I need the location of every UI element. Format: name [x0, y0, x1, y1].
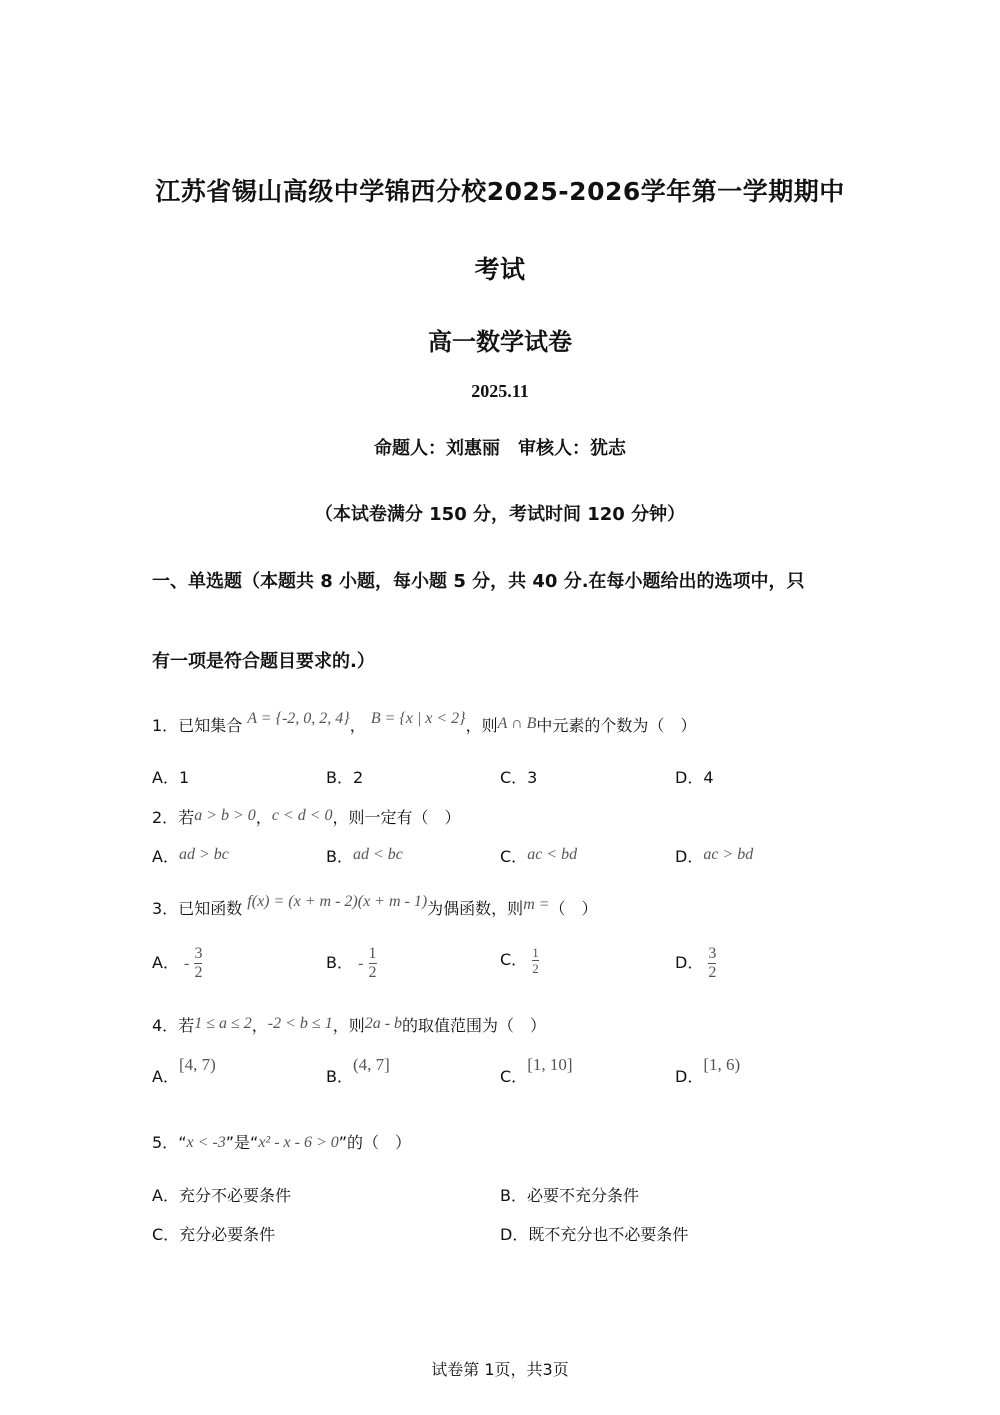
question-text: 中元素的个数为（ ）	[536, 716, 697, 735]
math-expression: ad > bc	[178, 846, 229, 863]
question-text: 若	[178, 808, 195, 827]
option-b[interactable]	[326, 945, 377, 982]
question-number: 2．	[152, 808, 179, 827]
question-text: “	[178, 1133, 187, 1152]
question-3	[152, 893, 598, 919]
question-text: 的取值范围为（ ）	[402, 1016, 547, 1035]
numerator: 1	[532, 945, 539, 960]
question-number: 1．	[152, 716, 179, 735]
exam-title-line2: 考试	[474, 255, 526, 284]
option-label: A．	[152, 847, 179, 866]
question-number: 3．	[152, 899, 179, 918]
question-4	[152, 1013, 546, 1036]
option-d[interactable]	[675, 844, 753, 867]
question-text: ，则一定有（ ）	[332, 808, 461, 827]
option-c[interactable]	[500, 844, 577, 867]
question-text: （ ）	[549, 899, 598, 918]
question-text: ”是“	[225, 1133, 259, 1152]
math-expression: x < -3	[186, 1134, 226, 1151]
option-d[interactable]	[675, 1055, 741, 1087]
option-label: B．	[326, 953, 353, 972]
option-label: D．	[675, 847, 704, 866]
section-heading-line2: 有一项是符合题目要求的.）	[152, 651, 375, 672]
numerator: 3	[194, 945, 203, 962]
option-a[interactable]	[152, 844, 229, 867]
math-expression: f(x) = (x + m - 2)(x + m - 1)	[247, 893, 428, 910]
fraction-sign: -	[358, 955, 364, 972]
question-5	[152, 1130, 411, 1153]
question-text: 若	[178, 1016, 195, 1035]
math-expression: -2 < b ≤ 1	[267, 1015, 333, 1032]
denominator: 2	[368, 964, 377, 981]
math-expression: ac > bd	[703, 846, 754, 863]
math-expression: B = {x | x < 2}	[370, 710, 466, 727]
option-d[interactable]: D．4	[675, 768, 714, 787]
question-number: 4．	[152, 1016, 179, 1035]
option-b[interactable]	[326, 844, 403, 867]
exam-authors: 命题人：刘惠丽 审核人：犹志	[374, 438, 626, 459]
question-text: ，	[349, 716, 366, 735]
question-text: ，	[255, 808, 272, 827]
math-expression: a > b > 0	[194, 807, 256, 824]
option-d[interactable]	[675, 945, 716, 982]
question-text: 已知集合	[178, 716, 243, 735]
exam-title-line1: 江苏省锡山高级中学锦西分校2025-2026学年第一学期期中	[155, 177, 845, 206]
numerator: 1	[368, 945, 377, 962]
math-expression: 2a - b	[364, 1015, 403, 1032]
question-1	[152, 710, 697, 736]
exam-info: （本试卷满分 150 分，考试时间 120 分钟）	[314, 504, 686, 525]
option-c[interactable]	[500, 1055, 573, 1087]
option-c[interactable]: C．3	[500, 768, 538, 787]
math-expression: A ∩ B	[497, 715, 537, 732]
question-text: ，则	[332, 1016, 365, 1035]
option-b[interactable]	[326, 1055, 390, 1087]
fraction	[369, 945, 377, 982]
math-expression: c < d < 0	[271, 807, 333, 824]
option-a[interactable]	[152, 945, 202, 982]
question-text: ，则	[465, 716, 498, 735]
fraction	[194, 945, 202, 982]
question-number: 5．	[152, 1133, 179, 1152]
math-expression: [1, 6)	[703, 1055, 741, 1074]
option-label: A．	[152, 953, 179, 972]
fraction-sign: -	[184, 955, 190, 972]
option-label: B．	[326, 1067, 353, 1086]
page-footer: 试卷第 1页，共3页	[431, 1360, 569, 1379]
question-text: 已知函数	[178, 899, 243, 918]
option-b[interactable]: B．必要不充分条件	[500, 1186, 639, 1205]
fraction	[708, 945, 716, 982]
math-expression: A = {-2, 0, 2, 4}	[247, 710, 350, 727]
question-text: ，	[251, 1016, 268, 1035]
denominator: 2	[708, 964, 717, 981]
option-label: C．	[500, 1067, 528, 1086]
section-heading-line1: 一、单选题（本题共 8 小题，每小题 5 分，共 40 分.在每小题给出的选项中，只	[152, 571, 805, 592]
option-b[interactable]: B．2	[326, 768, 364, 787]
option-c[interactable]	[500, 945, 539, 976]
math-expression: [4, 7)	[178, 1055, 216, 1074]
option-label: D．	[675, 1067, 704, 1086]
denominator: 2	[532, 961, 539, 976]
math-expression: m =	[523, 896, 550, 913]
option-label: C．	[500, 950, 528, 969]
option-d[interactable]: D．既不充分也不必要条件	[500, 1225, 689, 1244]
option-label: C．	[500, 847, 528, 866]
question-2	[152, 805, 461, 828]
option-label: B．	[326, 847, 353, 866]
question-text: ”的（ ）	[338, 1133, 412, 1152]
math-expression: x² - x - 6 > 0	[258, 1134, 339, 1151]
denominator: 2	[194, 964, 203, 981]
math-expression: [1, 10]	[527, 1055, 573, 1074]
math-expression: ad < bc	[352, 846, 403, 863]
exam-date: 2025.11	[471, 381, 529, 401]
option-a[interactable]: A．充分不必要条件	[152, 1186, 291, 1205]
option-label: A．	[152, 1067, 179, 1086]
option-label: D．	[675, 953, 704, 972]
option-a[interactable]: A．1	[152, 768, 190, 787]
math-expression: 1 ≤ a ≤ 2	[194, 1015, 252, 1032]
numerator: 3	[708, 945, 717, 962]
option-c[interactable]: C．充分必要条件	[152, 1225, 276, 1244]
math-expression: ac < bd	[527, 846, 578, 863]
fraction	[532, 945, 539, 976]
math-expression: (4, 7]	[352, 1055, 390, 1074]
question-text: 为偶函数，则	[427, 899, 524, 918]
exam-subtitle: 高一数学试卷	[428, 328, 572, 356]
option-a[interactable]	[152, 1055, 216, 1087]
